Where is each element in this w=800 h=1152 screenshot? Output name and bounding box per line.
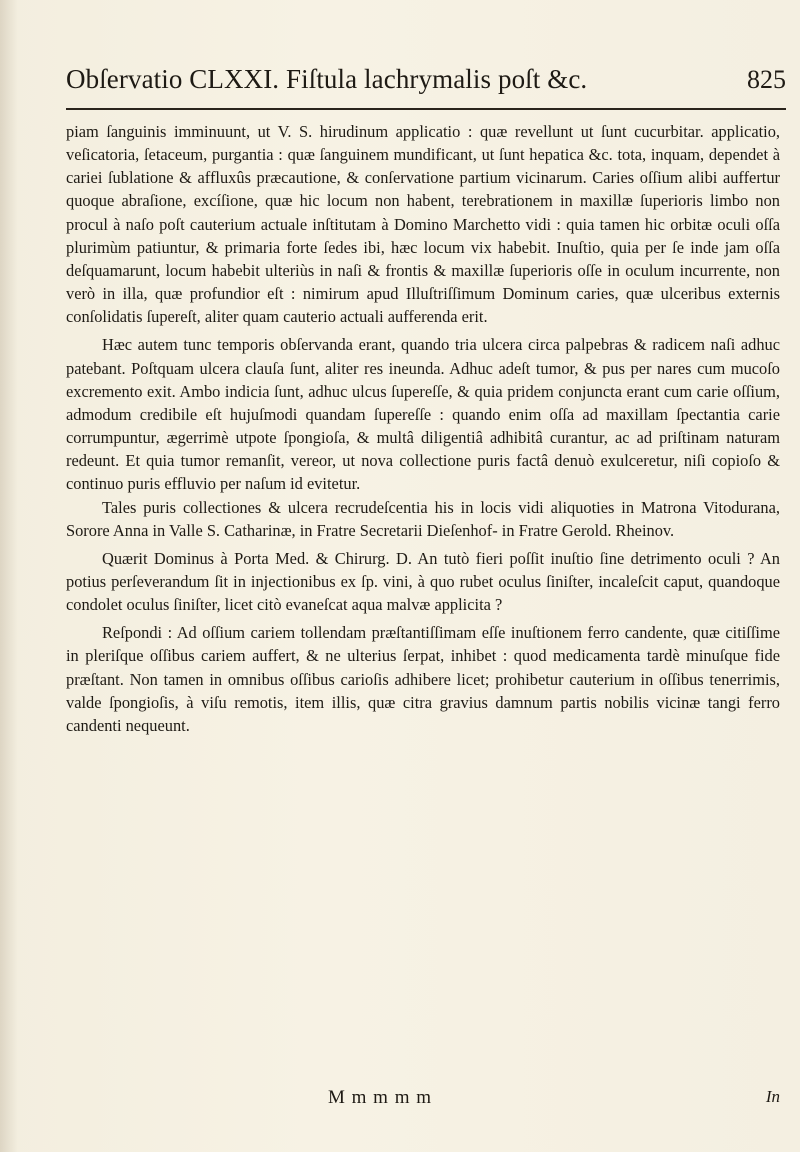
paragraph-2: Hæc autem tunc temporis obſervanda erant, quando tria ulcera circa palpebras & radicem naſi adhuc patebant. Poſtquam ulcera clauſa ſunt, aliter res ineunda. Adhuc adeſt tumor, & pus per nares cum mucoſo excremento exit. Ambo indicia ſunt, adhuc ulcus ſupereſſe, & quia pridem conjuncta erant cum carie oſſium, admodum credibile eſt hujuſmodi quandam ſupereſſe : quando enim oſſa ad maxillam ſpectantia carie corrumpuntur, ægerrimè utpote ſpongioſa, & multâ diligentiâ adhibitâ curantur, ac ad priſtinam naturam redeunt. Et quia tumor remanſit, vereor, ut nova collectione puris factâ denuò exulceretur, niſi copioſo & continuo puris effluvio per naſum id evitetur.: [66, 335, 780, 494]
page-number: 825: [747, 65, 786, 94]
page-header: [66, 64, 786, 110]
signature-mark: M m m m m: [328, 1087, 433, 1108]
catchword: In: [765, 1087, 780, 1106]
paragraph-4: Quærit Dominus à Porta Med. & Chirurg. D. An tutò fieri poſſit inuſtio ſine detrimento oculi ? An potius perſeverandum ſit in injectionibus ex ſp. vini, à quo rubet oculus ſiniſter, incaleſcit caput, quandoque condolet oculus ſiniſter, licet citò evaneſcat aqua malvæ applicita ?: [66, 548, 780, 615]
running-title: Obſervatio CLXXI. Fiſtula lachrymalis poſt &c.: [66, 64, 588, 94]
page-fold-shadow: [0, 0, 18, 1152]
paragraph-1: piam ſanguinis imminuunt, ut V. S. hirudinum applicatio : quæ revellunt ut ſunt cucurbitar. applicatio, veſicatoria, ſetaceum, purgantia : quæ ſanguinem mundificant, ut ſunt hepatica &c. tota, inquam, dependet à cariei ſublatione & affluxûs præcautione, & conſervatione partium vicinarum. Caries oſſium alibi auffertur quoque abraſione, excíſione, quæ hic locum non habent, terebrationem in maxillæ ſuperioris limbo non procul à naſo poſt cauterium actuale inſtitutam à Domino Marchetto vidi : quia tamen hic orbitæ oculi oſſa plurimùm patiuntur, & primaria forte ſedes ibi, hæc locum vix habebit. Inuſtio, quia per ſe inde jam oſſa deſquamarunt, locum habebit ulteriùs in naſi & frontis & maxillæ ſuperioris oſſe in oculum incurrente, non verò in illa, quæ profundior eſt : nimirum apud Illuſtriſſimum Dominum caries, quæ ulceribus externis conſolidatis ſupereſt, aliter quam cauterio actuali aufferenda erit.: [66, 122, 780, 327]
body-text: [66, 120, 780, 737]
paragraph-3: Tales puris collectiones & ulcera recrudeſcentia his in locis vidi aliquoties in Matrona Vitodurana, Sorore Anna in Valle S. Catharinæ, in Fratre Secretarii Dieſenhof- in Fratre Gerold. Rheinov.: [66, 497, 780, 540]
paragraph-5: Reſpondi : Ad oſſium cariem tollendam præſtantiſſimam eſſe inuſtionem ferro candente, quæ citiſſime in pleriſque oſſibus cariem auffert, & ne ulterius ſerpat, inhibet : quod medicamenta tardè minuſque fide præſtant. Non tamen in omnibus oſſibus carioſis adhibere licet; prohibetur cauterium in oſſibus tenerrimis, valde ſpongioſis, à viſu remotis, item illis, quæ citra gravius damnum partis nobilis vicinæ tangi ferro candenti nequeunt.: [66, 623, 780, 735]
